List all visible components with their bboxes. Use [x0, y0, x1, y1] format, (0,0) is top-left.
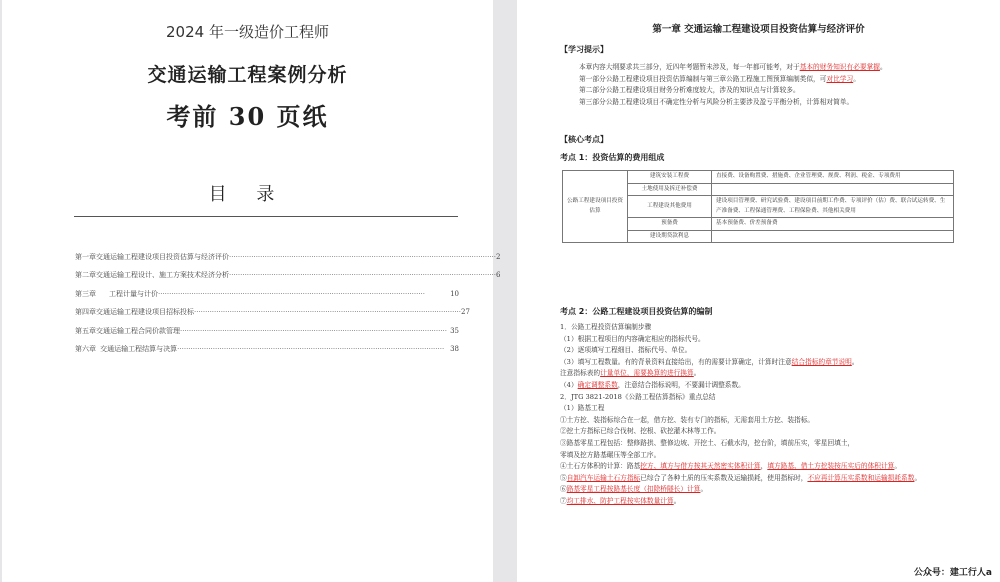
- text-line: [560, 368, 990, 380]
- highlight-text: 不应再计算压实系数和运输损耗系数: [807, 473, 915, 482]
- table-category: 公路工程建设项目投资估算: [563, 171, 628, 243]
- toc-chapter: 第五章: [75, 326, 96, 335]
- toc-chapter: 第六章: [75, 344, 96, 353]
- toc-divider: [74, 216, 458, 217]
- toc-title: 交通运输工程合同价款管理: [96, 326, 180, 335]
- core-heading: 【核心考点】: [560, 135, 608, 144]
- text-segment: 注意指标表的: [560, 369, 601, 378]
- toc-chapter: 第四章: [75, 308, 96, 317]
- text-line: [560, 450, 990, 462]
- text-segment: 已综合了各种土质的压实系数及运输损耗，使用指标时，: [640, 473, 808, 482]
- text-line: [560, 357, 990, 369]
- toc-page: 10: [450, 289, 459, 298]
- text-line: [560, 461, 990, 473]
- toc-title: 交通运输工程设计、施工方案技术经济分析: [96, 271, 229, 280]
- table-item: 建设期贷款利息: [628, 230, 712, 243]
- highlight-text: 结合指标的章节说明: [791, 357, 852, 366]
- book-subtitle2: 考前 30 页纸: [166, 102, 329, 131]
- highlight-text: 基本的财务知识有必要掌握: [799, 63, 880, 71]
- right-page: [517, 0, 1000, 582]
- text-line: [560, 322, 990, 334]
- toc-page: 35: [450, 326, 459, 335]
- table-desc: 基本预备费、价差预备费: [712, 218, 954, 231]
- watermark: 公众号：建工行人a: [913, 568, 992, 578]
- table-desc: [712, 230, 954, 243]
- toc-row: [75, 285, 459, 303]
- text-segment: 第二部分公路工程建设项目财务分析难度较大，涉及的知识点与计算较多。: [579, 86, 800, 95]
- toc-leader: ························································································································: [158, 289, 426, 298]
- highlight-text: 路基零星工程按路基长度（扣除桥隧长）计算: [566, 485, 701, 494]
- text-segment: （2）逐项填写工程细目、指标代号、单位。: [560, 346, 692, 355]
- text-segment: 。: [853, 74, 860, 83]
- text-segment: 。: [879, 63, 887, 71]
- text-segment: 。: [894, 462, 902, 471]
- text-line: [560, 484, 990, 496]
- highlight-text: 填方路基、借土方挖装按压实后的体积计算: [767, 462, 895, 471]
- highlight-text: 自卸汽车运输土石方指标: [566, 473, 641, 482]
- text-segment: 1．公路工程投资估算编制步骤: [560, 323, 652, 331]
- book-title: 交通运输工程案例分析: [147, 64, 348, 86]
- table-item: 预备费: [628, 218, 712, 231]
- text-segment: ②挖土方指标已综合伐树、挖根、砍挖灌木林等工作。: [560, 427, 721, 436]
- toc-chapter: 第三章: [75, 289, 96, 298]
- toc-leader: ························································································································: [194, 308, 462, 317]
- table-item: 土地使用及拆迁补偿费: [628, 183, 712, 196]
- text-line: [560, 403, 990, 415]
- body-text: [560, 322, 990, 508]
- text-segment: ①土方挖、装指标综合在一起，借方挖、装有专门的指标，无需套用土方挖、装指标。: [560, 415, 815, 424]
- highlight-text: 挖方、填方与借方按其天然密实体积计算: [640, 462, 761, 471]
- text-segment: （4）: [560, 380, 578, 389]
- toc-page: 27: [461, 308, 470, 317]
- table-desc: 建设项目管理费、研究试验费、建设项目前期工作费、专项评价（估）费、联合试运转费、生产准备费、工程保通管理费、工程保险费、其他相关费用: [712, 196, 954, 218]
- toc-row: [75, 340, 459, 358]
- text-segment: ③路基零星工程包括：整修路拱、整修边坡、开挖土、石截水沟，挖台阶，填前压实，零星回填土，: [560, 438, 855, 447]
- text-line: [560, 415, 990, 427]
- toc-row: [75, 248, 501, 266]
- text-line: [560, 426, 990, 438]
- toc-row: [75, 303, 470, 321]
- text-segment: 。: [851, 357, 859, 366]
- text-line: [560, 473, 990, 485]
- text-line: [560, 496, 990, 508]
- text-line: [560, 345, 990, 357]
- tips-heading: 【学习提示】: [560, 45, 608, 54]
- text-segment: 零填及挖方路基碾压等全部工序。: [560, 450, 661, 459]
- text-line: [560, 392, 990, 404]
- text-segment: （1）路基工程: [560, 404, 605, 413]
- toc-leader: ························································································································: [229, 253, 497, 261]
- highlight-text: 计量单位，需要换算的进行换算: [600, 369, 694, 378]
- toc-title: 交通运输工程建设项目招标投标: [96, 308, 194, 317]
- text-segment: ，: [760, 462, 768, 471]
- text-segment: 本章内容大纲要求共三部分，近四年考题暂未涉及，每一年都可能考，对于: [579, 63, 800, 71]
- left-page: [2, 0, 501, 582]
- text-segment: 。: [914, 473, 922, 482]
- text-line: [560, 438, 990, 450]
- toc-leader: ························································································································: [229, 271, 497, 280]
- text-segment: 第三部分公路工程建设项目不确定性分析与风险分析主要涉及盈亏平衡分析，计算相对简单。: [579, 97, 854, 106]
- highlight-text: 对比学习: [826, 74, 854, 83]
- highlight-text: 均工排水、防护工程按实体数量计算: [566, 496, 674, 505]
- toc-page: 2: [496, 253, 501, 261]
- text-segment: （1）根据工程项目的内容确定相应的指标代号。: [560, 334, 705, 343]
- point1-heading: 考点 1：投资估算的费用组成: [560, 153, 665, 162]
- text-segment: 。: [700, 485, 708, 494]
- toc-title: 交通运输工程建设项目投资估算与经济评价: [96, 253, 229, 261]
- text-segment: （3）填写工程数量。有的背景资料直接给出，有的需要计算确定，计算时注意: [560, 357, 792, 366]
- toc-page: 6: [496, 271, 501, 280]
- toc-chapter: 第二章: [75, 271, 96, 280]
- toc-page: 38: [450, 344, 459, 353]
- table-item: 工程建设其他费用: [628, 196, 712, 218]
- table-item: 建筑安装工程费: [628, 171, 712, 184]
- toc-row: [75, 266, 501, 284]
- text-line: [560, 334, 990, 346]
- highlight-text: 确定调整系数: [577, 380, 618, 389]
- text-segment: 。: [673, 496, 681, 505]
- toc-chapter: 第一章: [75, 253, 96, 261]
- text-segment: ⑦: [560, 496, 567, 505]
- cost-table: [562, 170, 954, 243]
- toc-title: 交通运输工程结算与决算: [100, 344, 178, 353]
- text-segment: ④土石方体积的计算：路基: [560, 462, 641, 471]
- text-segment: ⑤: [560, 473, 567, 482]
- point2-heading: 考点 2：公路工程建设项目投资估算的编制: [560, 307, 713, 316]
- toc-title: 工程计量与计价: [109, 289, 158, 298]
- toc-leader: ························································································································: [177, 344, 445, 353]
- table-row: [563, 171, 954, 184]
- text-segment: ，注意结合指标说明，不要漏计调整系数。: [617, 380, 745, 389]
- toc-heading: 目 录: [208, 184, 287, 205]
- text-segment: 2．JTG 3821-2018《公路工程估算指标》重点总结: [560, 392, 716, 401]
- tips-text: [579, 62, 991, 108]
- toc-row: [75, 322, 459, 340]
- text-line: [579, 97, 991, 109]
- text-line: [579, 85, 991, 97]
- table-desc: 直接费、设备购置费、措施费、企业管理费、规费、利润、税金、专项费用: [712, 171, 954, 184]
- text-line: [560, 380, 990, 392]
- table-desc: [712, 183, 954, 196]
- text-segment: 。: [693, 369, 701, 378]
- table-of-contents: [75, 248, 501, 358]
- chapter-title: 第一章 交通运输工程建设项目投资估算与经济评价: [652, 24, 865, 35]
- text-line: [579, 74, 991, 86]
- text-segment: ⑥: [560, 485, 567, 494]
- text-line: [579, 62, 991, 74]
- book-subtitle: 2024 年一级造价工程师: [166, 23, 329, 41]
- toc-leader: ························································································································: [180, 326, 448, 335]
- text-segment: 第一部分公路工程建设项目投资估算编制与第三章公路工程施工图预算编制类似，可: [579, 74, 827, 83]
